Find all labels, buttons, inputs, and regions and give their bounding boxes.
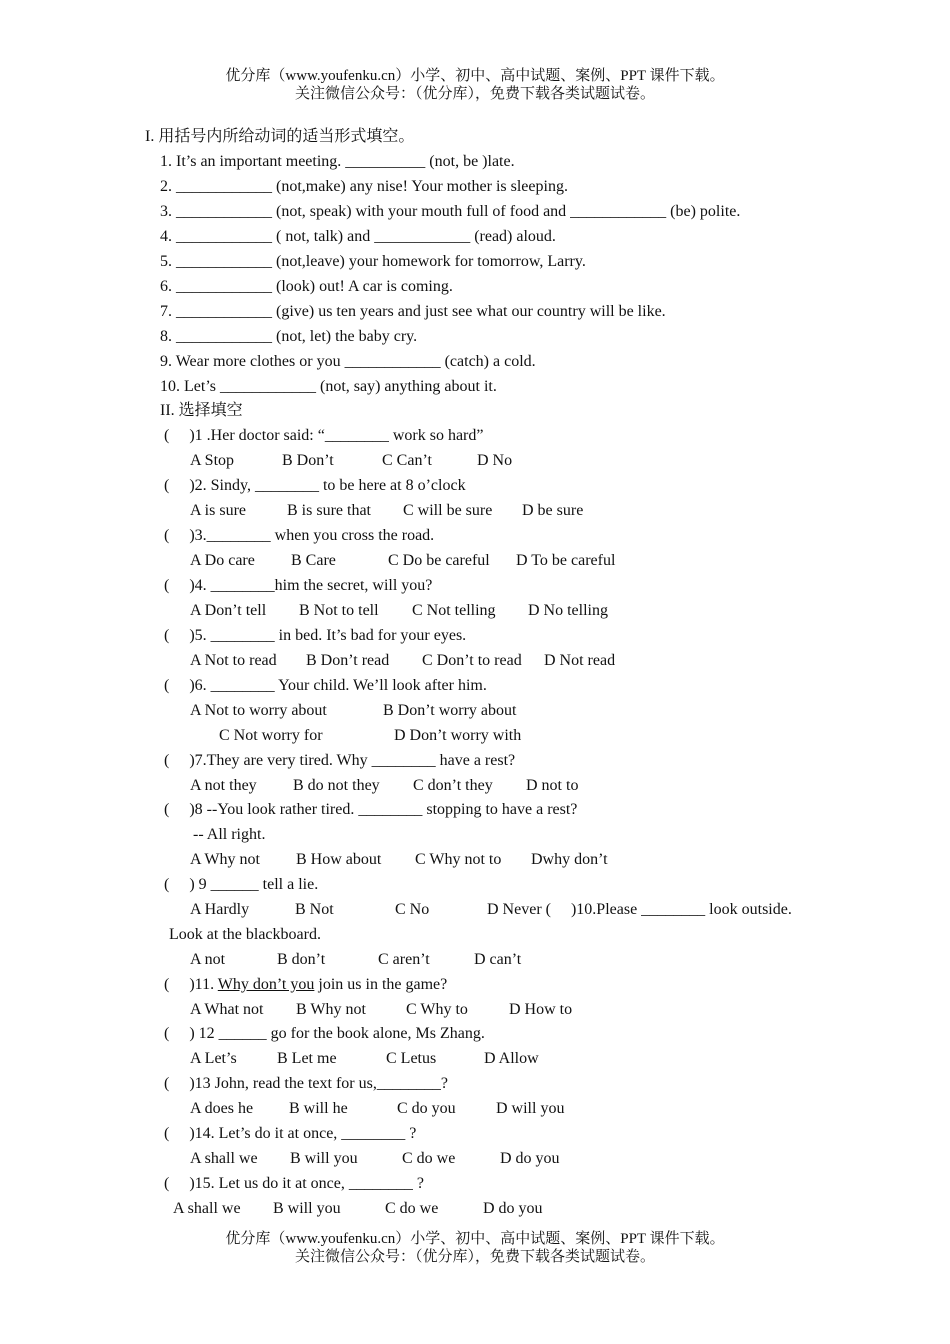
question-2-option-d: D be sure <box>522 502 584 519</box>
question-11-underlined: Why don’t you <box>217 976 315 993</box>
question-13-option-b: B will he <box>289 1100 348 1117</box>
question-5-option-b: B Don’t read <box>306 652 390 669</box>
header-line-1: 优分库（www.youfenku.cn）小学、初中、高中试题、案例、PPT 课件下载。 <box>225 68 725 84</box>
question-3-option-d: D To be careful <box>516 552 616 569</box>
question-8-stem: ( )8 --You look rather tired. ________ stopping to have a rest? <box>164 801 578 818</box>
section-2-title: II. 选择填空 <box>160 402 243 419</box>
question-11-prefix: ( )11. <box>164 976 218 993</box>
question-1-stem: ( )1 .Her doctor said: “________ work so hard” <box>164 427 484 444</box>
page-header <box>0 67 950 103</box>
question-10-continuation: Look at the blackboard. <box>169 926 321 943</box>
question-3-option-a: A Do care <box>190 552 255 569</box>
question-7-option-c: C don’t they <box>413 777 493 794</box>
question-4-option-d: D No telling <box>528 602 608 619</box>
fill-item-1: 1. It’s an important meeting. __________ (not, be )late. <box>160 153 515 170</box>
question-4-option-c: C Not telling <box>412 602 496 619</box>
question-15-option-a: A shall we <box>173 1200 241 1217</box>
question-7-stem: ( )7.They are very tired. Why ________ have a rest? <box>164 752 516 769</box>
question-11-stem <box>164 975 447 995</box>
question-12-stem: ( ) 12 ______ go for the book alone, Ms Zhang. <box>164 1025 485 1042</box>
question-15-option-c: C do we <box>385 1200 439 1217</box>
question-14-option-b: B will you <box>290 1150 358 1167</box>
question-3-option-c: C Do be careful <box>388 552 490 569</box>
question-11-suffix: join us in the game? <box>314 976 448 993</box>
header-line-2: 关注微信公众号：（优分库），免费下载各类试题试卷。 <box>294 86 655 102</box>
question-2-option-b: B is sure that <box>287 502 371 519</box>
question-9-option-a: A Hardly <box>190 901 250 918</box>
fill-item-10: 10. Let’s ____________ (not, say) anything about it. <box>160 378 497 395</box>
question-14-stem: ( )14. Let’s do it at once, ________ ? <box>164 1125 417 1142</box>
question-12-option-b: B Let me <box>277 1050 337 1067</box>
question-8-reply: -- All right. <box>193 826 266 843</box>
question-5-option-d: D Not read <box>544 652 616 669</box>
question-11-option-d: D How to <box>509 1001 573 1018</box>
question-2-stem: ( )2. Sindy, ________ to be here at 8 o’clock <box>164 477 466 494</box>
question-11-option-b: B Why not <box>296 1001 366 1018</box>
question-2-option-c: C will be sure <box>403 502 493 519</box>
question-11-option-a: A What not <box>190 1001 264 1018</box>
section-1-title: I. 用括号内所给动词的适当形式填空。 <box>145 128 415 145</box>
question-4-option-b: B Not to tell <box>299 602 379 619</box>
fill-item-3: 3. ____________ (not, speak) with your mouth full of food and ____________ (be) polite. <box>160 203 741 220</box>
question-9-option-d: D Never ( )10.Please ________ look outside. <box>487 901 792 918</box>
question-6-option-c: C Not worry for <box>219 727 323 744</box>
question-14-option-a: A shall we <box>190 1150 258 1167</box>
question-9-option-b: B Not <box>295 901 334 918</box>
question-14-option-c: C do we <box>402 1150 456 1167</box>
question-13-stem: ( )13 John, read the text for us,________? <box>164 1075 448 1092</box>
question-12-option-a: A Let’s <box>190 1050 237 1067</box>
question-5-stem: ( )5. ________ in bed. It’s bad for your eyes. <box>164 627 467 644</box>
question-7-option-b: B do not they <box>293 777 380 794</box>
question-8-option-a: A Why not <box>190 851 260 868</box>
question-8-option-d: Dwhy don’t <box>531 851 608 868</box>
question-1-option-c: C Can’t <box>382 452 432 469</box>
question-10-option-b: B don’t <box>277 951 326 968</box>
question-8-option-b: B How about <box>296 851 382 868</box>
question-15-stem: ( )15. Let us do it at once, ________ ? <box>164 1175 424 1192</box>
footer-line-1: 优分库（www.youfenku.cn）小学、初中、高中试题、案例、PPT 课件下载。 <box>225 1231 725 1247</box>
question-8-option-c: C Why not to <box>415 851 502 868</box>
fill-item-6: 6. ____________ (look) out! A car is coming. <box>160 278 453 295</box>
page-footer <box>0 1230 950 1266</box>
question-3-stem: ( )3.________ when you cross the road. <box>164 527 435 544</box>
fill-item-7: 7. ____________ (give) us ten years and just see what our country will be like. <box>160 303 666 320</box>
question-6-option-a: A Not to worry about <box>190 702 327 719</box>
question-13-option-a: A does he <box>190 1100 254 1117</box>
fill-item-2: 2. ____________ (not,make) any nise! Your mother is sleeping. <box>160 178 568 195</box>
question-6-option-b: B Don’t worry about <box>383 702 517 719</box>
question-13-option-c: C do you <box>397 1100 456 1117</box>
question-4-stem: ( )4. ________him the secret, will you? <box>164 577 433 594</box>
question-5-option-a: A Not to read <box>190 652 277 669</box>
question-9-stem: ( ) 9 ______ tell a lie. <box>164 876 319 893</box>
question-3-option-b: B Care <box>291 552 336 569</box>
question-6-option-d: D Don’t worry with <box>394 727 522 744</box>
question-1-option-b: B Don’t <box>282 452 334 469</box>
question-13-option-d: D will you <box>496 1100 565 1117</box>
question-14-option-d: D do you <box>500 1150 560 1167</box>
question-10-option-c: C aren’t <box>378 951 430 968</box>
question-7-option-a: A not they <box>190 777 257 794</box>
footer-line-2: 关注微信公众号：（优分库），免费下载各类试题试卷。 <box>294 1249 655 1265</box>
fill-item-9: 9. Wear more clothes or you ____________ (catch) a cold. <box>160 353 536 370</box>
question-1-option-d: D No <box>477 452 513 469</box>
question-6-stem: ( )6. ________ Your child. We’ll look after him. <box>164 677 487 694</box>
fill-item-5: 5. ____________ (not,leave) your homework for tomorrow, Larry. <box>160 253 586 270</box>
question-10-option-a: A not <box>190 951 226 968</box>
question-5-option-c: C Don’t to read <box>422 652 522 669</box>
question-12-option-c: C Letus <box>386 1050 437 1067</box>
question-15-option-d: D do you <box>483 1200 543 1217</box>
question-9-option-c: C No <box>395 901 430 918</box>
question-7-option-d: D not to <box>526 777 579 794</box>
question-10-option-d: D can’t <box>474 951 522 968</box>
fill-item-8: 8. ____________ (not, let) the baby cry. <box>160 328 418 345</box>
fill-item-4: 4. ____________ ( not, talk) and ____________ (read) aloud. <box>160 228 556 245</box>
question-15-option-b: B will you <box>273 1200 341 1217</box>
question-1-option-a: A Stop <box>190 452 235 469</box>
question-11-option-c: C Why to <box>406 1001 468 1018</box>
question-12-option-d: D Allow <box>484 1050 539 1067</box>
question-2-option-a: A is sure <box>190 502 246 519</box>
question-4-option-a: A Don’t tell <box>190 602 267 619</box>
